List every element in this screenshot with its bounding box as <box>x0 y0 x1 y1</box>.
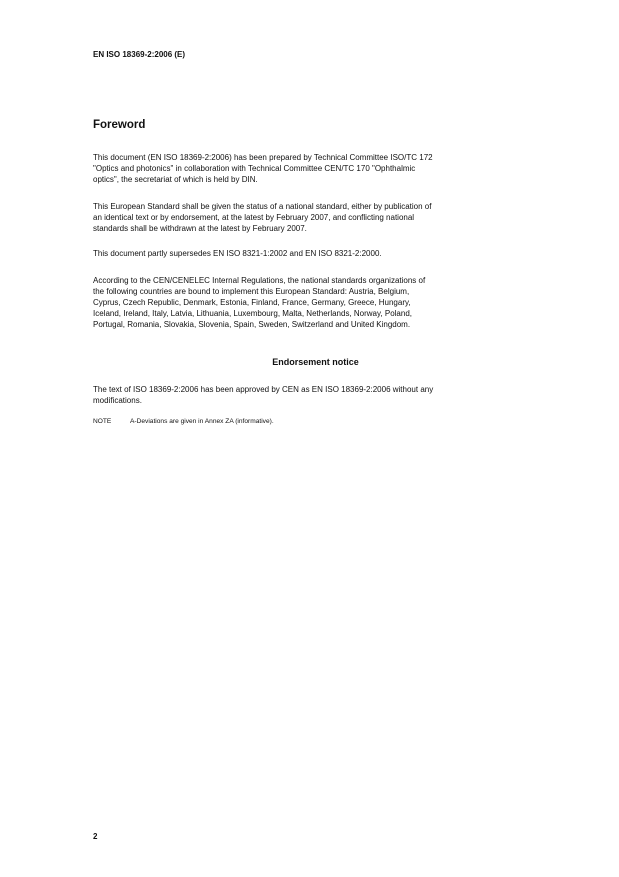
foreword-paragraph-4 <box>93 275 425 330</box>
foreword-paragraph-3 <box>93 248 382 259</box>
foreword-paragraph-2 <box>93 201 431 234</box>
text-line: an identical text or by endorsement, at the latest by February 2007, and conflicting national <box>93 213 415 222</box>
text-line: This European Standard shall be given the status of a national standard, either by publication of <box>93 202 432 211</box>
text-line: optics", the secretariat of which is held by DIN. <box>93 175 258 184</box>
text-line: modifications. <box>93 396 142 405</box>
endorsement-heading: Endorsement notice <box>272 357 359 367</box>
text-line: "Optics and photonics" in collaboration with Technical Committee CEN/TC 170 "Ophthalmic <box>93 164 416 173</box>
text-line: The text of ISO 18369-2:2006 has been approved by CEN as EN ISO 18369-2:2006 without any <box>93 385 434 394</box>
text-line: According to the CEN/CENELEC Internal Regulations, the national standards organizations of <box>93 276 426 285</box>
text-line: the following countries are bound to implement this European Standard: Austria, Belgium, <box>93 287 410 296</box>
text-line: Portugal, Romania, Slovakia, Slovenia, Spain, Sweden, Switzerland and United Kingdom. <box>93 320 411 329</box>
note-text: A-Deviations are given in Annex ZA (informative). <box>130 418 274 425</box>
foreword-heading: Foreword <box>93 119 146 131</box>
note-label: NOTE <box>93 418 112 425</box>
text-line: Iceland, Ireland, Italy, Latvia, Lithuania, Luxembourg, Malta, Netherlands, Norway, Poland, <box>93 309 412 318</box>
text-line: This document partly supersedes EN ISO 8321-1:2002 and EN ISO 8321-2:2000. <box>93 249 382 258</box>
text-line: standards shall be withdrawn at the latest by February 2007. <box>93 224 307 233</box>
foreword-paragraph-1 <box>93 152 433 185</box>
endorsement-note <box>93 418 274 425</box>
text-line: Cyprus, Czech Republic, Denmark, Estonia, Finland, France, Germany, Greece, Hungary, <box>93 298 411 307</box>
text-line: This document (EN ISO 18369-2:2006) has been prepared by Technical Committee ISO/TC 172 <box>93 153 433 162</box>
page-number: 2 <box>93 832 98 841</box>
document-header: EN ISO 18369-2:2006 (E) <box>93 50 186 59</box>
endorsement-paragraph <box>93 384 433 406</box>
